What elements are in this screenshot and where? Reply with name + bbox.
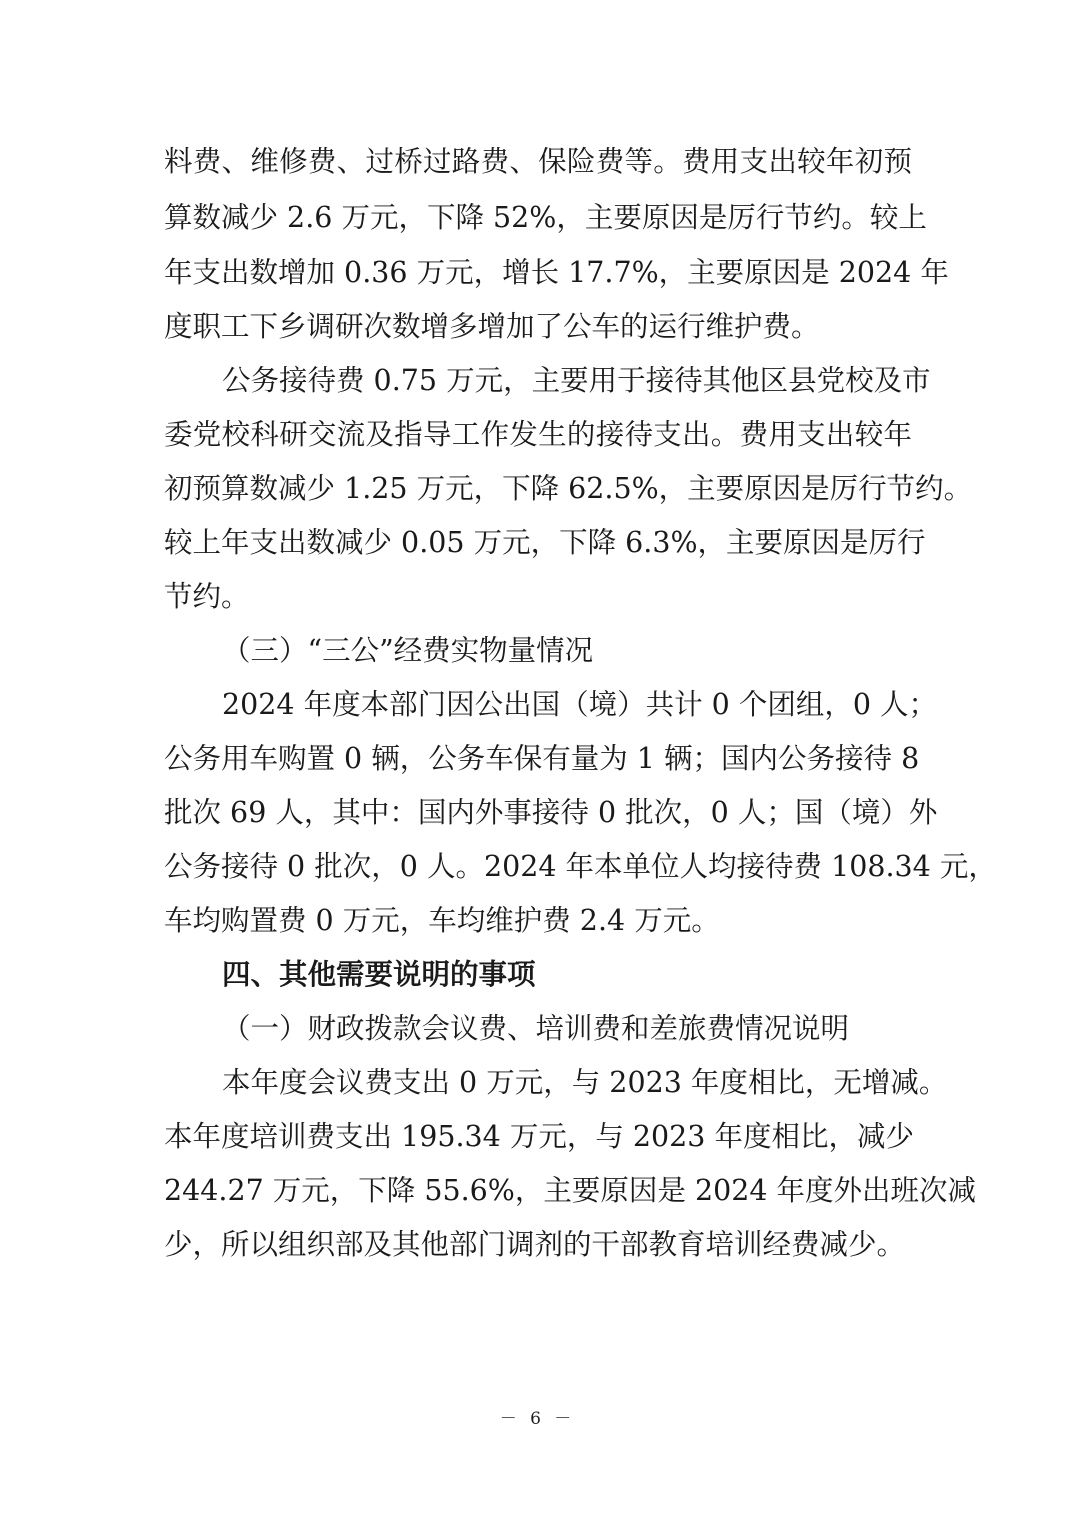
body-text-line: 委党校科研交流及指导工作发生的接待支出。费用支出较年 [164,418,912,451]
body-text-line: 较上年支出数减少 0.05 万元，下降 6.3%，主要原因是厉行 [164,526,926,559]
paragraph-first-line: 本年度会议费支出 0 万元，与 2023 年度相比，无增减。 [222,1066,948,1099]
body-text-line: 度职工下乡调研次数增多增加了公车的运行维护费。 [164,310,820,343]
body-text-line: 批次 69 人，其中：国内外事接待 0 批次，0 人；国（境）外 [164,796,938,829]
paragraph-first-line: 公务接待费 0.75 万元，主要用于接待其他区县党校及市 [222,364,931,397]
body-text-line: 本年度培训费支出 195.34 万元，与 2023 年度相比，减少 [164,1120,914,1153]
body-text-line: 244.27 万元，下降 55.6%，主要原因是 2024 年度外出班次减 [164,1174,977,1207]
body-text-line: 公务用车购置 0 辆，公务车保有量为 1 辆；国内公务接待 8 [164,742,920,775]
body-text-line: 算数减少 2.6 万元，下降 52%，主要原因是厉行节约。较上 [164,201,927,234]
section-subheading: （一）财政拨款会议费、培训费和差旅费情况说明 [222,1012,850,1045]
body-text-line: 年支出数增加 0.36 万元，增长 17.7%，主要原因是 2024 年 [164,256,949,289]
body-text-line: 料费、维修费、过桥过路费、保险费等。费用支出较年初预 [164,145,912,178]
section-heading: 四、其他需要说明的事项 [222,958,536,991]
body-text-line: 初预算数减少 1.25 万元，下降 62.5%，主要原因是厉行节约。 [164,472,973,505]
body-text-line: 少，所以组织部及其他部门调剂的干部教育培训经费减少。 [164,1228,906,1261]
body-text-line: 公务接待 0 批次，0 人。2024 年本单位人均接待费 108.34 元， [164,850,997,883]
section-subheading: （三）“三公”经费实物量情况 [222,634,594,667]
body-text-line: 车均购置费 0 万元，车均维护费 2.4 万元。 [164,904,720,937]
page-number: － 6 － [499,1409,576,1429]
paragraph-first-line: 2024 年度本部门因公出国（境）共计 0 个团组，0 人； [222,688,938,721]
body-text-line: 节约。 [164,580,250,613]
